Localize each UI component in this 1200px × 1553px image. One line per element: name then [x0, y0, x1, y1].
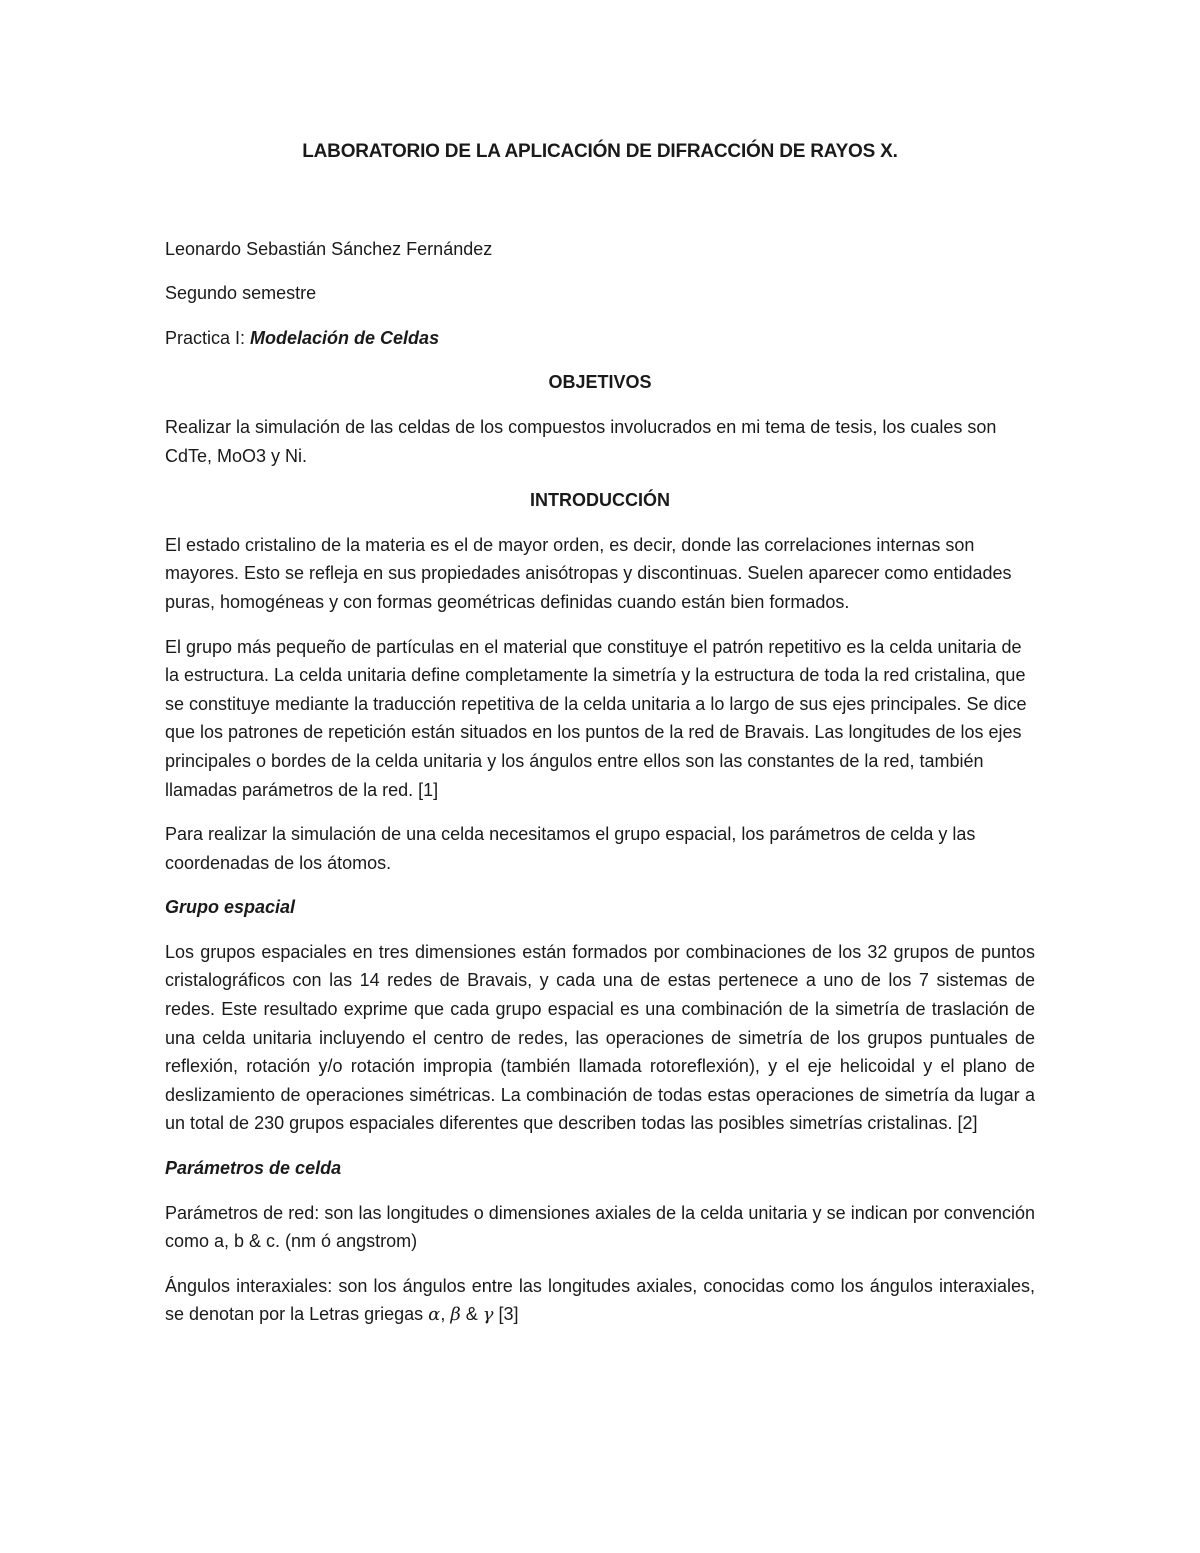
objetivos-text: Realizar la simulación de las celdas de los compuestos involucrados en mi tema de tesis, los cuales son CdTe, MoO3 y Ni.: [165, 416, 997, 466]
intro-paragraph-1: El estado cristalino de la materia es el de mayor orden, es decir, donde las correlaciones internas son mayores. Esto se refleja en sus propiedades anisótropas y discontinuas. Suelen aparecer como entidades puras, homogéneas y con formas geométricas definidas cuando están bien formados.: [165, 534, 1012, 612]
author-line: Leonardo Sebastián Sánchez Fernández: [165, 238, 493, 259]
grupo-espacial-heading: Grupo espacial: [165, 897, 296, 918]
document-content: [165, 138, 1035, 1346]
practice-name: Modelación de Celdas: [250, 327, 440, 348]
reference-3: [3]: [493, 1304, 519, 1325]
intro-paragraph-3: Para realizar la simulación de una celda necesitamos el grupo espacial, los parámetros de celda y las coordenadas de los átomos.: [165, 824, 976, 873]
angulos-text: [165, 1272, 1035, 1330]
objetivos-heading: OBJETIVOS: [548, 372, 652, 393]
greek-alpha: α: [428, 1304, 441, 1326]
greek-beta: β: [450, 1304, 461, 1326]
greek-separator-1: ,: [440, 1304, 451, 1325]
introduccion-heading: INTRODUCCIÓN: [530, 490, 670, 511]
parametros-red-text: Parámetros de red: son las longitudes o dimensiones axiales de la celda unitaria y se indican por convención como a, b & c. (nm ó angstrom): [165, 1202, 1035, 1252]
parametros-celda-heading: Parámetros de celda: [165, 1158, 342, 1179]
practice-prefix: Practica I:: [165, 327, 251, 348]
document-title: LABORATORIO DE LA APLICACIÓN DE DIFRACCIÓN DE RAYOS X.: [302, 141, 898, 162]
angulos-prefix: Ángulos interaxiales: son los ángulos entre las longitudes axiales, conocidas como los ángulos interaxiales, se denotan por la Letras griegas: [165, 1275, 1035, 1325]
practice-line: [165, 324, 1035, 353]
grupo-espacial-text: Los grupos espaciales en tres dimensiones están formados por combinaciones de los 32 grupos de puntos cristalográficos con las 14 redes de Bravais, y cada una de estas pertenece a uno de los 7 sistemas de redes. Este resultado exprime que cada grupo espacial es una combinación de la simetría de traslación de una celda unitaria incluyendo el centro de redes, las operaciones de simetría de los grupos puntuales de reflexión, rotación y/o rotación impropia (también llamada rotoreflexión), y el eje helicoidal y el plano de deslizamiento de operaciones simétricas. La combinación de todas estas operaciones de simetría da lugar a un total de 230 grupos espaciales diferentes que describen todas las posibles simetrías cristalinas. [2]: [165, 941, 1035, 1134]
greek-gamma: γ: [482, 1304, 494, 1326]
intro-paragraph-2: El grupo más pequeño de partículas en el material que constituye el patrón repetitivo es la celda unitaria de la estructura. La celda unitaria define completamente la simetría y la estructura de toda la red cristalina, que se constituye mediante la traducción repetitiva de la celda unitaria a lo largo de sus ejes principales. Se dice que los patrones de repetición están situados en los puntos de la red de Bravais. Las longitudes de los ejes principales o bordes de la celda unitaria y los ángulos entre ellos son las constantes de la red, también llamadas parámetros de la red. [1]: [165, 636, 1027, 800]
semester-line: Segundo semestre: [165, 283, 317, 304]
greek-separator-2: &: [460, 1304, 483, 1325]
